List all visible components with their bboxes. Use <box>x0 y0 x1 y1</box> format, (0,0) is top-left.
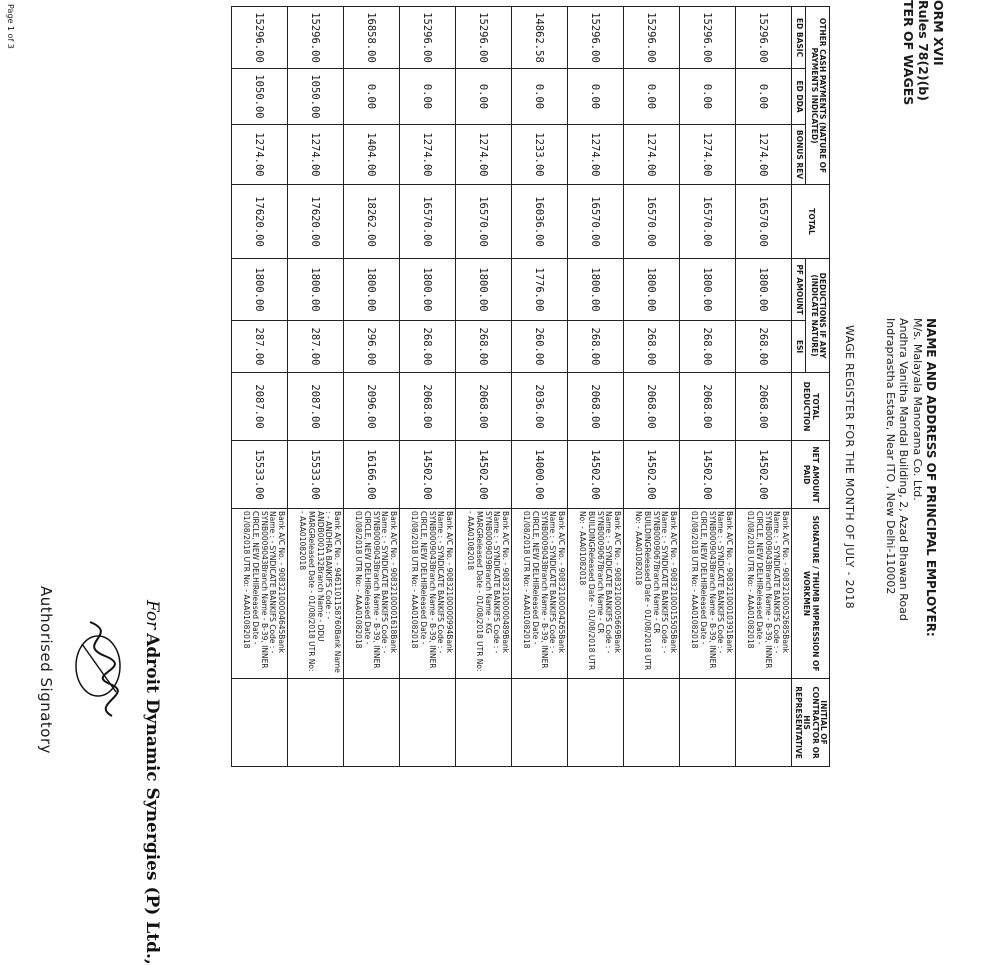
pf-amount-cell: 1800.00 <box>568 259 624 321</box>
page-number: Page 1 of 3 <box>6 4 15 49</box>
initial-cell <box>568 679 624 767</box>
table-row <box>344 7 400 767</box>
deductions-header: DEDUCTIONS IF ANY (INDICATE NATURE) <box>806 259 830 373</box>
other-cash-header: OTHER CASH PAYMENTS (NATURE OF PAYMENTS INDICATED) <box>806 7 830 185</box>
net-amount-header: NET AMOUNT PAID <box>792 441 830 509</box>
bonus-rev-cell: 1274.00 <box>736 125 792 185</box>
esi-cell: 268.00 <box>568 321 624 373</box>
net-amount-cell: 14502.00 <box>400 441 456 509</box>
total-header: TOTAL <box>792 185 830 259</box>
total-deduction-header: TOTAL DEDUCTION <box>792 373 830 441</box>
initial-cell <box>512 679 568 767</box>
table-row <box>568 7 624 767</box>
total-deduction-cell: 2068.00 <box>624 373 680 441</box>
bonus-rev-cell: 1404.00 <box>344 125 400 185</box>
table-row <box>456 7 512 767</box>
employer-block <box>884 318 938 698</box>
bank-details-cell: Bank A/C No. - 90832100001618Bank Name : - SYNDICATE BANKIFS Code : - SYNB0009043Branch Name - B-39, INNER CIRCLE, NEW DELHIReleased Date - 01/08/2018 UTR No: - AAA01082018 <box>344 509 400 679</box>
authorised-signatory-label: Authorised Signatory <box>37 586 55 755</box>
ed-basic-cell: 15296.00 <box>624 7 680 69</box>
ed-dda-header: ED DDA <box>792 69 807 125</box>
total-deduction-cell: 2096.00 <box>344 373 400 441</box>
ed-dda-cell: 0.00 <box>344 69 400 125</box>
esi-cell: 287.00 <box>288 321 344 373</box>
table-row <box>288 7 344 767</box>
pf-amount-cell: 1800.00 <box>456 259 512 321</box>
ed-dda-cell: 0.00 <box>680 69 736 125</box>
ed-basic-cell: 16858.00 <box>344 7 400 69</box>
bonus-rev-cell: 1274.00 <box>400 125 456 185</box>
net-amount-cell: 14502.00 <box>456 441 512 509</box>
company-stamp <box>142 600 162 965</box>
net-amount-cell: 14502.00 <box>736 441 792 509</box>
pf-amount-cell: 1800.00 <box>344 259 400 321</box>
total-deduction-cell: 2036.00 <box>512 373 568 441</box>
bonus-rev-cell: 1274.00 <box>680 125 736 185</box>
net-amount-cell: 15533.00 <box>288 441 344 509</box>
pf-amount-cell: 1800.00 <box>400 259 456 321</box>
bank-details-cell: Bank A/C No. - 90832100015505Bank Name : - SYNDICATE BANKIFS Code : - SYNB0009067Branch Name - CR BUILDINGReleased Date - 01/08/2018 UTR No: - AAA01082018 <box>624 509 680 679</box>
total-deduction-cell: 2068.00 <box>680 373 736 441</box>
esi-cell: 268.00 <box>736 321 792 373</box>
initial-cell <box>288 679 344 767</box>
bank-details-cell: Bank A/C No. - 90832100010391Bank Name : - SYNDICATE BANKIFS Code : - SYNB0009043Branch Name - B-39, INNER CIRCLE, NEW DELHIReleased Date - 01/08/2018 UTR No: - AAA01082018 <box>680 509 736 679</box>
table-row <box>736 7 792 767</box>
net-amount-cell: 14502.00 <box>568 441 624 509</box>
signature-scribble-icon <box>70 614 130 724</box>
initial-cell <box>400 679 456 767</box>
pf-amount-cell: 1776.00 <box>512 259 568 321</box>
ed-basic-cell: 15296.00 <box>400 7 456 69</box>
bank-details-cell: Bank A/C No. - 90832100004265Bank Name : - SYNDICATE BANKIFS Code : - SYNB0009043Branch Name - B-39, INNER CIRCLE, NEW DELHIReleased Date - 01/08/2018 UTR No: - AAA01082018 <box>512 509 568 679</box>
pf-amount-cell: 1800.00 <box>736 259 792 321</box>
employer-address-line1: Andhra Vanitha Mandal Building, 2, Azad Bhawan Road <box>897 318 911 621</box>
bonus-rev-cell: 1274.00 <box>288 125 344 185</box>
total-cell: 16570.00 <box>400 185 456 259</box>
esi-cell: 260.00 <box>512 321 568 373</box>
bonus-rev-header: BONUS REV <box>792 125 807 185</box>
table-row <box>624 7 680 767</box>
form-rule: Rules 78(2)(b) <box>916 0 931 101</box>
esi-header: ESI <box>792 321 807 373</box>
table-row <box>400 7 456 767</box>
net-amount-cell: 14502.00 <box>680 441 736 509</box>
total-cell: 18262.00 <box>344 185 400 259</box>
bonus-rev-cell: 1274.00 <box>232 125 288 185</box>
table-row <box>232 7 288 767</box>
esi-cell: 268.00 <box>624 321 680 373</box>
total-deduction-cell: 2068.00 <box>456 373 512 441</box>
ed-dda-cell: 0.00 <box>736 69 792 125</box>
ed-basic-cell: 15296.00 <box>232 7 288 69</box>
net-amount-cell: 16166.00 <box>344 441 400 509</box>
employer-address-line2: Indraprastha Estate, Near ITO , New Delhi-110002 <box>884 318 898 595</box>
esi-cell: 268.00 <box>456 321 512 373</box>
initial-cell <box>456 679 512 767</box>
ed-basic-cell: 15296.00 <box>456 7 512 69</box>
form-title: TER OF WAGES <box>901 0 916 106</box>
esi-cell: 268.00 <box>400 321 456 373</box>
total-cell: 16036.00 <box>512 185 568 259</box>
ed-dda-cell: 0.00 <box>456 69 512 125</box>
bank-details-cell: Bank A/C No. - 90832100004645Bank Name : - SYNDICATE BANKIFS Code : - SYNB0009043Branch Name - B-39, INNER CIRCLE, NEW DELHIReleased Date - 01/08/2018 UTR No: - AAA01082018 <box>232 509 288 679</box>
total-cell: 17620.00 <box>288 185 344 259</box>
total-deduction-cell: 2087.00 <box>288 373 344 441</box>
ed-basic-cell: 14862.58 <box>512 7 568 69</box>
ed-dda-cell: 1050.00 <box>288 69 344 125</box>
bonus-rev-cell: 1274.00 <box>568 125 624 185</box>
pf-amount-header: PF AMOUNT <box>792 259 807 321</box>
initial-cell <box>344 679 400 767</box>
bank-details-cell: Bank A/C No. - 90832100000489Bank Name : - SYNDICATE BANKIFS Code : - SYNB0009039Branch Name - KG MARGReleased Date - 01/08/2018 UTR No: - AAA01082018 <box>456 509 512 679</box>
pf-amount-cell: 1800.00 <box>624 259 680 321</box>
bank-details-cell: Bank A/C No. - 90832100000994Bank Name : - SYNDICATE BANKIFS Code : - SYNB0009043Branch Name - B-39, INNER CIRCLE, NEW DELHIReleased Date - 01/08/2018 UTR No: - AAA01082018 <box>400 509 456 679</box>
bonus-rev-cell: 1274.00 <box>456 125 512 185</box>
net-amount-cell: 14000.00 <box>512 441 568 509</box>
total-cell: 17620.00 <box>232 185 288 259</box>
bank-details-cell: Bank A/C No. - 90832100052685Bank Name : - SYNDICATE BANKIFS Code : - SYNB0009043Branch Name - B-39, INNER CIRCLE, NEW DELHIReleased Date - 01/08/2018 UTR No: - AAA01082018 <box>736 509 792 679</box>
pf-amount-cell: 1800.00 <box>680 259 736 321</box>
initial-cell <box>680 679 736 767</box>
initial-cell <box>624 679 680 767</box>
bonus-rev-cell: 1274.00 <box>624 125 680 185</box>
form-heading <box>901 0 946 105</box>
pf-amount-cell: 1800.00 <box>288 259 344 321</box>
initial-cell <box>232 679 288 767</box>
total-deduction-cell: 2068.00 <box>736 373 792 441</box>
ed-dda-cell: 1050.00 <box>232 69 288 125</box>
form-number: ORM XVII <box>931 0 946 66</box>
ed-basic-cell: 15296.00 <box>736 7 792 69</box>
table-row <box>680 7 736 767</box>
ed-basic-header: ED BASIC <box>792 7 807 69</box>
bonus-rev-cell: 1233.00 <box>512 125 568 185</box>
pf-amount-cell: 1800.00 <box>232 259 288 321</box>
table-row <box>512 7 568 767</box>
total-cell: 16570.00 <box>680 185 736 259</box>
initial-cell <box>736 679 792 767</box>
total-deduction-cell: 2087.00 <box>232 373 288 441</box>
ed-basic-cell: 15296.00 <box>680 7 736 69</box>
stamp-company: Adroit Dynamic Synergies (P) Ltd., <box>142 633 162 965</box>
ed-dda-cell: 0.00 <box>400 69 456 125</box>
total-cell: 16570.00 <box>456 185 512 259</box>
net-amount-cell: 14502.00 <box>624 441 680 509</box>
bank-details-cell: Bank A/C No. - 90832100005669Bank Name : - SYNDICATE BANKIFS Code : - SYNB0009067Branch Name - CR BUILDINGReleased Date - 01/08/2018 UTR No: - AAA01082018 <box>568 509 624 679</box>
esi-cell: 268.00 <box>680 321 736 373</box>
ed-dda-cell: 0.00 <box>624 69 680 125</box>
employer-name: M/s. Malayala Manorama Co. Ltd. <box>910 318 924 501</box>
wage-table <box>231 6 830 767</box>
ed-dda-cell: 0.00 <box>568 69 624 125</box>
stamp-for: For <box>142 600 162 630</box>
net-amount-cell: 15533.00 <box>232 441 288 509</box>
ed-basic-cell: 15296.00 <box>568 7 624 69</box>
total-deduction-cell: 2068.00 <box>568 373 624 441</box>
total-deduction-cell: 2068.00 <box>400 373 456 441</box>
total-cell: 16570.00 <box>736 185 792 259</box>
total-cell: 16570.00 <box>568 185 624 259</box>
esi-cell: 287.00 <box>232 321 288 373</box>
ed-dda-cell: 0.00 <box>512 69 568 125</box>
total-cell: 16570.00 <box>624 185 680 259</box>
employer-title: NAME AND ADDRESS OF PRINCIPAL EMPLOYER: <box>924 318 938 637</box>
bank-details-cell: Bank A/C No. - 9461101158760Bank Name : - ANDHRA BANKIFS Code : - ANDB0001132Branch Name - DDU MARGReleased Date - 01/08/2018 UTR No: - AAA01082018 <box>288 509 344 679</box>
esi-cell: 296.00 <box>344 321 400 373</box>
ed-basic-cell: 15296.00 <box>288 7 344 69</box>
register-month: WAGE REGISTER FOR THE MONTH OF JULY - 2018 <box>843 325 856 609</box>
initial-header: INITIAL OF CONTRACTOR OR HIS REPRESENTATIVE <box>792 679 830 767</box>
signature-header: SIGNATURE / THUMB IMPRESSION OF WORKMEN <box>792 509 830 679</box>
